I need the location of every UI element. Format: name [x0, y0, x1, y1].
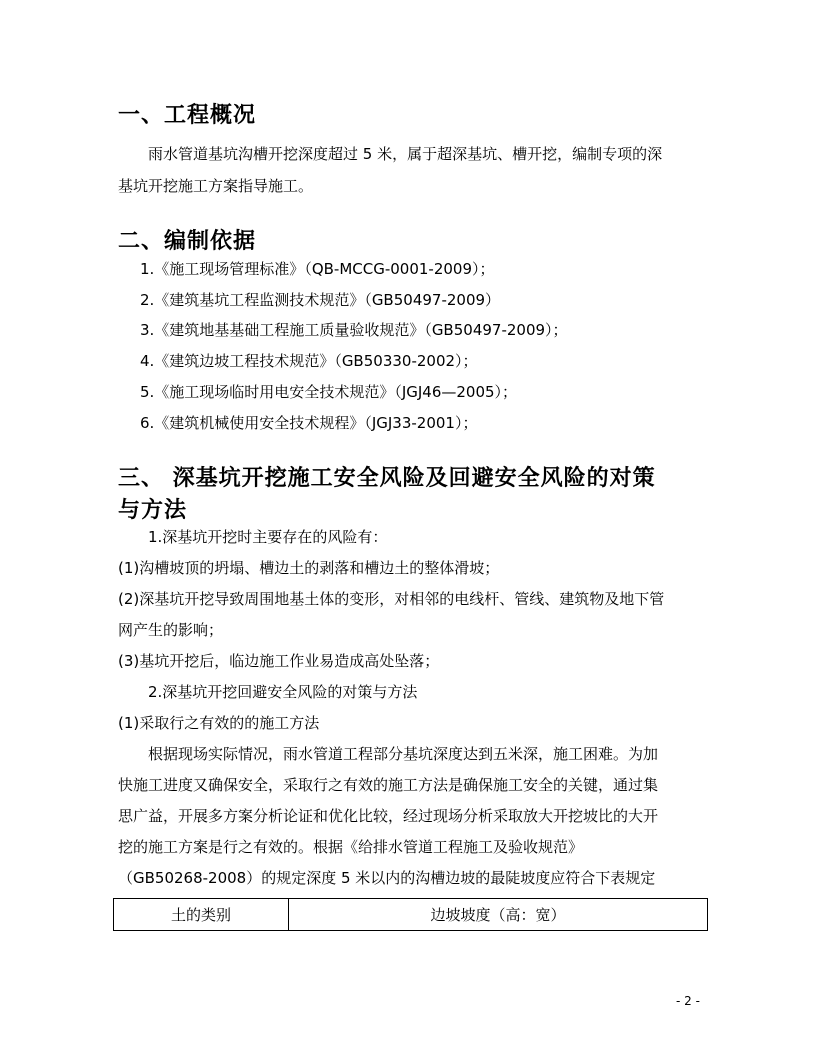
- section-1-paragraph-line-1: 雨水管道基坑沟槽开挖深度超过 5 米，属于超深基坑、槽开挖，编制专项的深: [148, 145, 663, 163]
- section-1-heading: 一、工程概况: [118, 102, 257, 128]
- reference-item-1: 1.《施工现场管理标准》（QB-MCCG-0001-2009）；: [140, 260, 495, 278]
- table-header-slope-ratio: 边坡坡度（高：宽）: [289, 899, 708, 931]
- risk-item-2-line-2: 网产生的影响；: [118, 621, 224, 639]
- reference-item-4: 4.《建筑边坡工程技术规范》（GB50330-2002）；: [140, 352, 478, 370]
- body-line-5: （GB50268-2008）的规定深度 5 米以内的沟槽边坡的最陡坡度应符合下表规定: [118, 869, 656, 887]
- section-3-heading-line-2: 与方法: [118, 497, 188, 523]
- body-line-2: 快施工进度又确保安全，采取行之有效的施工方法是确保施工安全的关键，通过集: [118, 776, 659, 794]
- subsection-1-title: 1.深基坑开挖时主要存在的风险有：: [148, 528, 388, 546]
- body-line-3: 思广益，开展多方案分析论证和优化比较，经过现场分析采取放大开挖坡比的大开: [118, 807, 659, 825]
- section-1-paragraph-line-2: 基坑开挖施工方案指导施工。: [118, 177, 314, 195]
- page-number: - 2 -: [676, 994, 700, 1008]
- table-header-row: [114, 899, 708, 931]
- body-line-1: 根据现场实际情况，雨水管道工程部分基坑深度达到五米深，施工困难。为加: [148, 745, 659, 763]
- section-2-heading: 二、编制依据: [118, 228, 257, 254]
- table-header-soil-type: 土的类别: [114, 899, 289, 931]
- reference-item-5: 5.《施工现场临时用电安全技术规范》（JGJ46—2005）；: [140, 383, 518, 401]
- risk-item-3: (3)基坑开挖后，临边施工作业易造成高处坠落；: [118, 652, 440, 670]
- reference-item-6: 6.《建筑机械使用安全技术规程》（JGJ33-2001）；: [140, 414, 478, 432]
- subsection-2-title: 2.深基坑开挖回避安全风险的对策与方法: [148, 683, 418, 701]
- section-3-heading-line-1: 三、 深基坑开挖施工安全风险及回避安全风险的对策: [118, 465, 656, 491]
- slope-table: [113, 898, 708, 931]
- method-item-1: (1)采取行之有效的的施工方法: [118, 714, 320, 732]
- reference-item-2: 2.《建筑基坑工程监测技术规范》（GB50497-2009）: [140, 291, 501, 309]
- reference-item-3: 3.《建筑地基基础工程施工质量验收规范》（GB50497-2009）；: [140, 321, 568, 339]
- risk-item-1: (1)沟槽坡顶的坍塌、槽边土的剥落和槽边土的整体滑坡；: [118, 559, 500, 577]
- body-line-4: 挖的施工方案是行之有效的。根据《给排水管道工程施工及验收规范》: [118, 838, 584, 856]
- risk-item-2-line-1: (2)深基坑开挖导致周围地基土体的变形，对相邻的电线杆、管线、建筑物及地下管: [118, 590, 665, 608]
